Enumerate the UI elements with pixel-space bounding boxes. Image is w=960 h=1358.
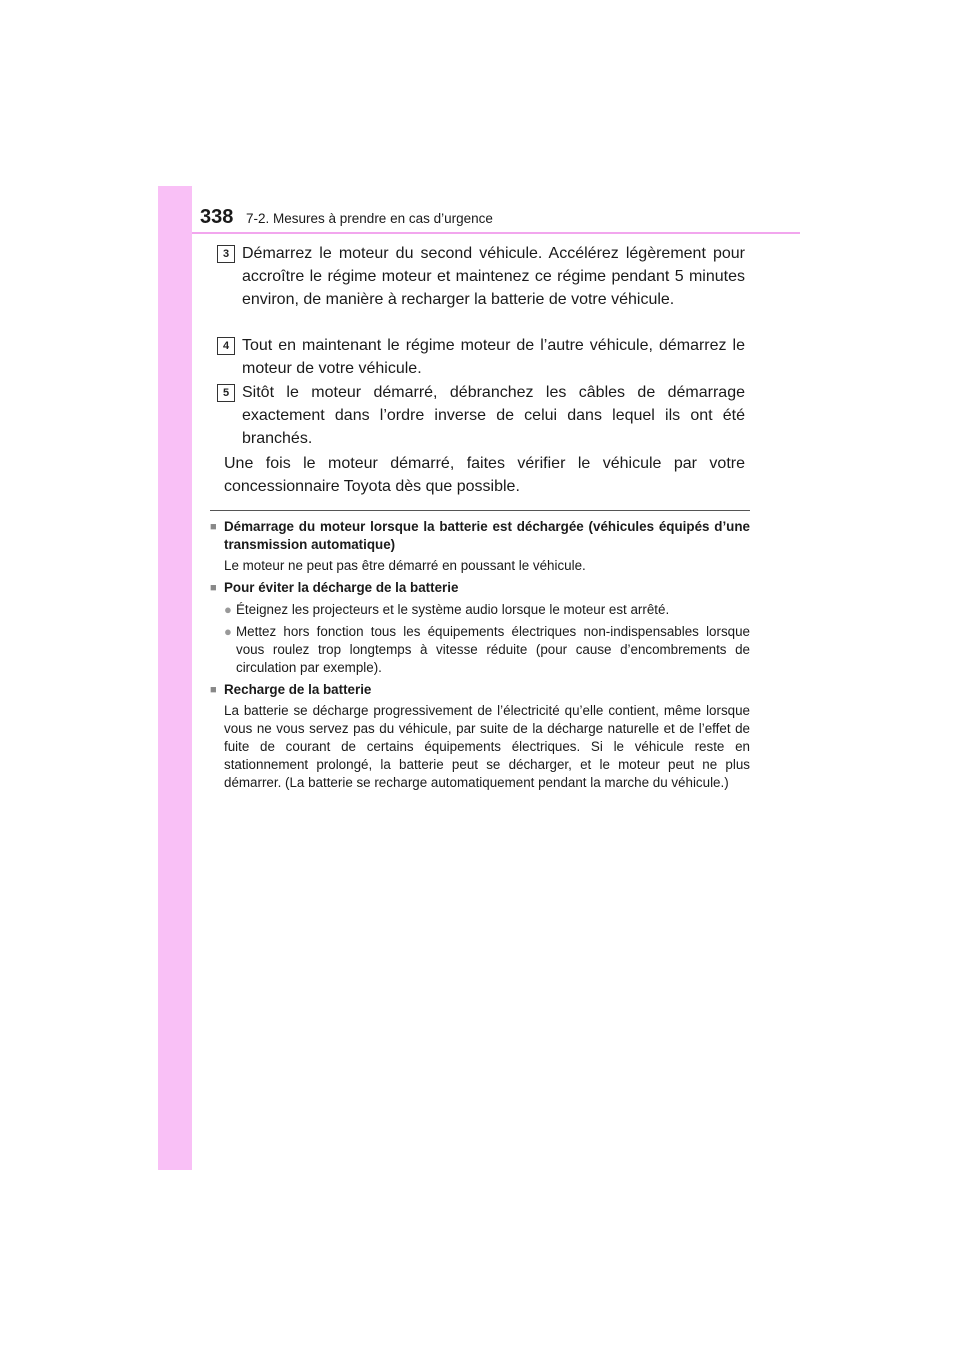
step-text: Démarrez le moteur du second véhicule. Accélérez légèrement pour accroître le régime moteur et maintenez ce régime pendant 5 minutes environ, de manière à recharger la batterie de votre véhicule. — [242, 245, 745, 308]
subsection-battery-recharge — [210, 681, 750, 792]
square-icon: ■ — [210, 684, 217, 696]
bullet-dot-icon: ● — [224, 602, 232, 617]
step-4 — [217, 334, 745, 380]
header-rule — [192, 232, 800, 234]
list-item-text: Éteignez les projecteurs et le système audio lorsque le moteur est arrêté. — [236, 602, 670, 617]
step-3 — [217, 242, 745, 311]
section-title: 7-2. Mesures à prendre en cas d’urgence — [246, 211, 493, 226]
subsection-title: Recharge de la batterie — [224, 682, 372, 697]
note-paragraph: Une fois le moteur démarré, faites vérifier le véhicule par votre concessionnaire Toyota dès que possible. — [224, 455, 745, 495]
subsection-body: Le moteur ne peut pas être démarré en poussant le véhicule. — [224, 558, 586, 573]
subsection-heading — [210, 681, 750, 699]
subsection-prevent-discharge — [210, 579, 750, 677]
square-icon: ■ — [210, 521, 217, 533]
page-number: 338 — [200, 206, 234, 228]
section-divider — [210, 510, 750, 511]
subsection-body: La batterie se décharge progressivement de l’électricité qu’elle contient, même lorsque vous ne vous servez pas du véhicule, par suite de la décharge naturelle et de l’effet de fuite de courant de certains équipements électriques. Si le véhicule reste en stationnement prolongé, la batterie peut se décharger, et le moteur peut ne plus démarrer. (La batterie se recharge automatiquement pendant la marche du véhicule.) — [224, 703, 750, 790]
subsection-heading — [210, 518, 750, 554]
bullet-dot-icon: ● — [224, 624, 232, 639]
step-text: Sitôt le moteur démarré, débranchez les câbles de démarrage exactement dans l’ordre inverse de celui dans lequel ils ont été branchés. — [242, 384, 745, 447]
subsection-heading — [210, 579, 750, 597]
subsection-title: Pour éviter la décharge de la batterie — [224, 580, 459, 595]
list-item — [224, 601, 750, 619]
step-number-badge: 3 — [217, 245, 235, 263]
step-5 — [217, 381, 745, 450]
step-number-badge: 5 — [217, 384, 235, 402]
list-item — [224, 623, 750, 677]
step-number-badge: 4 — [217, 337, 235, 355]
square-icon: ■ — [210, 582, 217, 594]
side-color-band — [158, 186, 192, 1170]
subsection-jump-start-auto — [210, 518, 750, 575]
list-item-text: Mettez hors fonction tous les équipements électriques non-indispensables lorsque vous roulez trop longtemps à vitesse réduite (pour cause d’encombrements de circulation par exemple). — [236, 624, 750, 675]
subsection-title: Démarrage du moteur lorsque la batterie est déchargée (véhicules équipés d’une transmission automatique) — [224, 519, 750, 552]
page-header — [200, 205, 802, 233]
step-text: Tout en maintenant le régime moteur de l’autre véhicule, démarrez le moteur de votre véhicule. — [242, 337, 745, 377]
